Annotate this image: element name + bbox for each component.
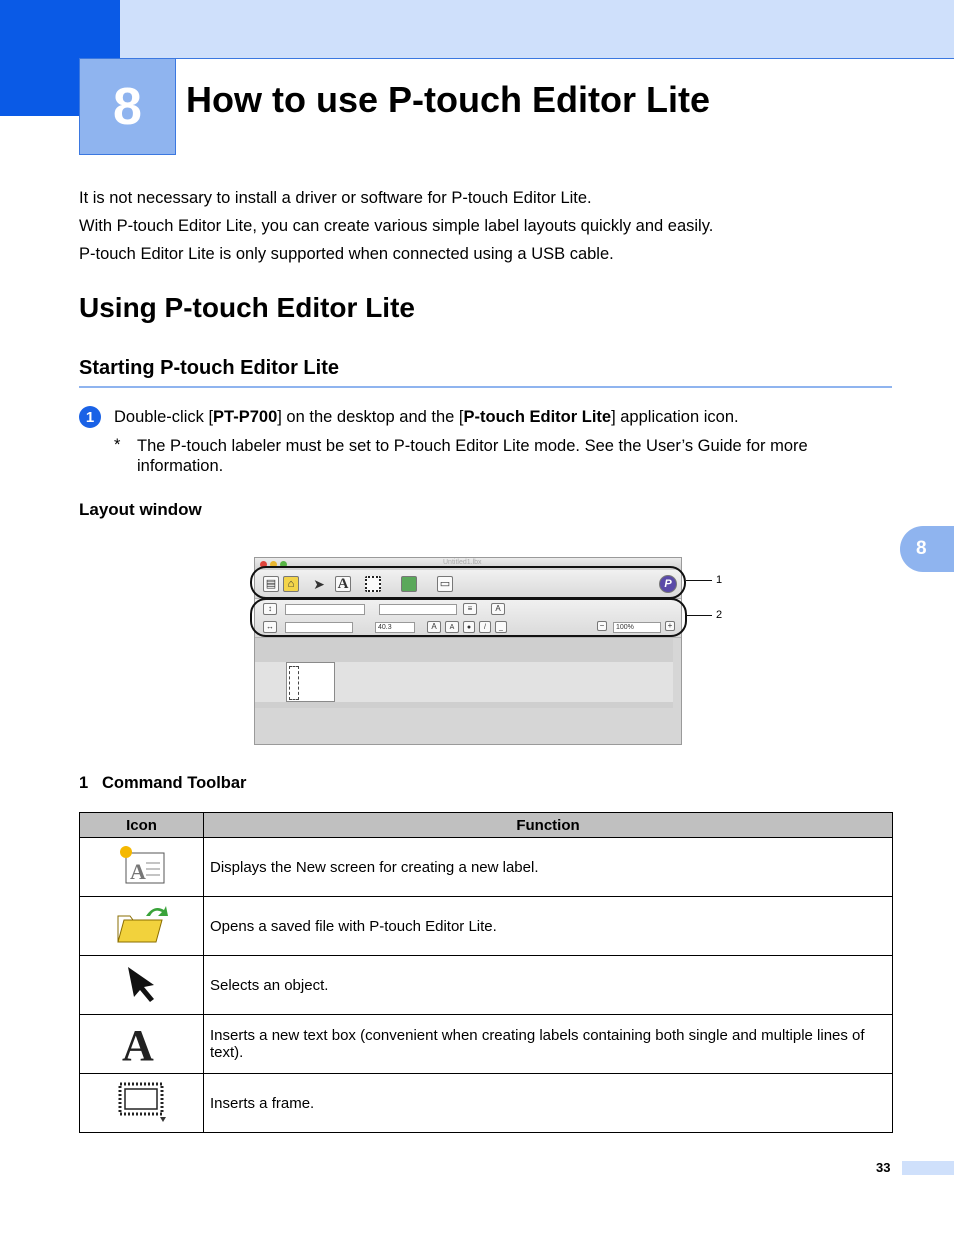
print-icon[interactable]: ▭ [437,576,453,592]
note-marker: * [114,436,121,454]
function-table [79,812,893,1133]
align-icon[interactable]: ≡ [463,603,477,615]
function-cell: Inserts a new text box (convenient when creating labels containing both single and multiple lines of text). [204,1015,893,1074]
header-band [0,0,954,59]
text-box-icon[interactable]: A [335,576,351,592]
vertical-text-icon[interactable]: A [491,603,505,615]
callout-line-1 [686,580,712,581]
device-name: PT-P700 [213,408,278,426]
zoom-in-icon[interactable]: + [665,621,675,631]
font-shrink-icon[interactable]: A [445,621,459,633]
icon-cell [80,838,204,897]
text-box-icon [118,1020,166,1064]
subsection-rule [79,386,892,388]
new-label-icon[interactable]: ▤ [263,576,279,592]
callout-number-2: 2 [716,609,723,621]
underline-icon[interactable]: _ [495,621,507,633]
icon-cell [80,1074,204,1133]
table-row [80,1015,893,1074]
icon-cell [80,897,204,956]
zoom-out-icon[interactable]: − [597,621,607,631]
font-size-field[interactable]: 40.3 [375,622,415,633]
page-number-bar [902,1161,954,1175]
ptouch-logo-icon[interactable]: P [659,575,677,593]
select-arrow-icon[interactable]: ➤ [313,576,325,592]
chapter-side-tab[interactable]: 8 [900,526,954,572]
section-heading: Using P-touch Editor Lite [79,292,415,323]
window-title: Untitled1.lbx [443,559,482,566]
step-number-badge: 1 [79,406,101,428]
chapter-number-box: 8 [79,58,176,155]
intro-paragraph-2: With P-touch Editor Lite, you can create various simple label layouts quickly and easily. [79,217,714,235]
table-row [80,897,893,956]
function-cell: Selects an object. [204,956,893,1015]
font-grow-icon[interactable]: A [427,621,441,633]
open-folder-icon[interactable]: ⌂ [283,576,299,592]
open-folder-icon [114,902,170,946]
label-preview[interactable] [286,662,335,702]
callout-number-1: 1 [716,574,723,586]
paper-width-icon: ↕ [263,603,277,615]
icon-cell [80,1015,204,1074]
function-cell: Opens a saved file with P-touch Editor Lite. [204,897,893,956]
label-length-icon: ↔ [263,621,277,633]
table-caption: 1 Command Toolbar [79,774,247,792]
icon-cell [80,956,204,1015]
frame-icon [115,1079,169,1123]
layout-window-heading: Layout window [79,500,202,519]
function-cell: Inserts a frame. [204,1074,893,1133]
new-label-icon [116,843,168,887]
svg-text:A: A [129,859,146,884]
column-header-icon: Icon [80,813,204,838]
function-cell: Displays the New screen for creating a new label. [204,838,893,897]
italic-icon[interactable]: / [479,621,491,633]
subsection-heading: Starting P-touch Editor Lite [79,357,339,379]
column-header-function: Function [204,813,893,838]
bold-icon[interactable]: ● [463,621,475,633]
table-row [80,956,893,1015]
chapter-title: How to use P-touch Editor Lite [186,79,710,120]
table-header-row [80,813,893,838]
step-1-text: Double-click [PT-P700] on the desktop and the [P-touch Editor Lite] application icon. [114,408,739,426]
select-arrow-icon [120,961,164,1005]
intro-paragraph-3: P-touch Editor Lite is only supported when connected using a USB cable. [79,245,614,263]
app-name: P-touch Editor Lite [463,408,612,426]
table-row [80,838,893,897]
command-toolbar-outline [250,566,686,599]
text-object-placeholder[interactable] [289,666,299,700]
zoom-select[interactable]: 100% [613,622,661,633]
page-number: 33 [876,1160,891,1175]
svg-text:A: A [121,1021,154,1064]
note-text: The P-touch labeler must be set to P-touch Editor Lite mode. See the User’s Guide for more information. [137,437,808,475]
property-toolbar-outline [250,598,687,637]
intro-paragraph-1: It is not necessary to install a driver or software for P-touch Editor Lite. [79,189,592,207]
table-row [80,1074,893,1133]
callout-line-2 [687,615,712,616]
